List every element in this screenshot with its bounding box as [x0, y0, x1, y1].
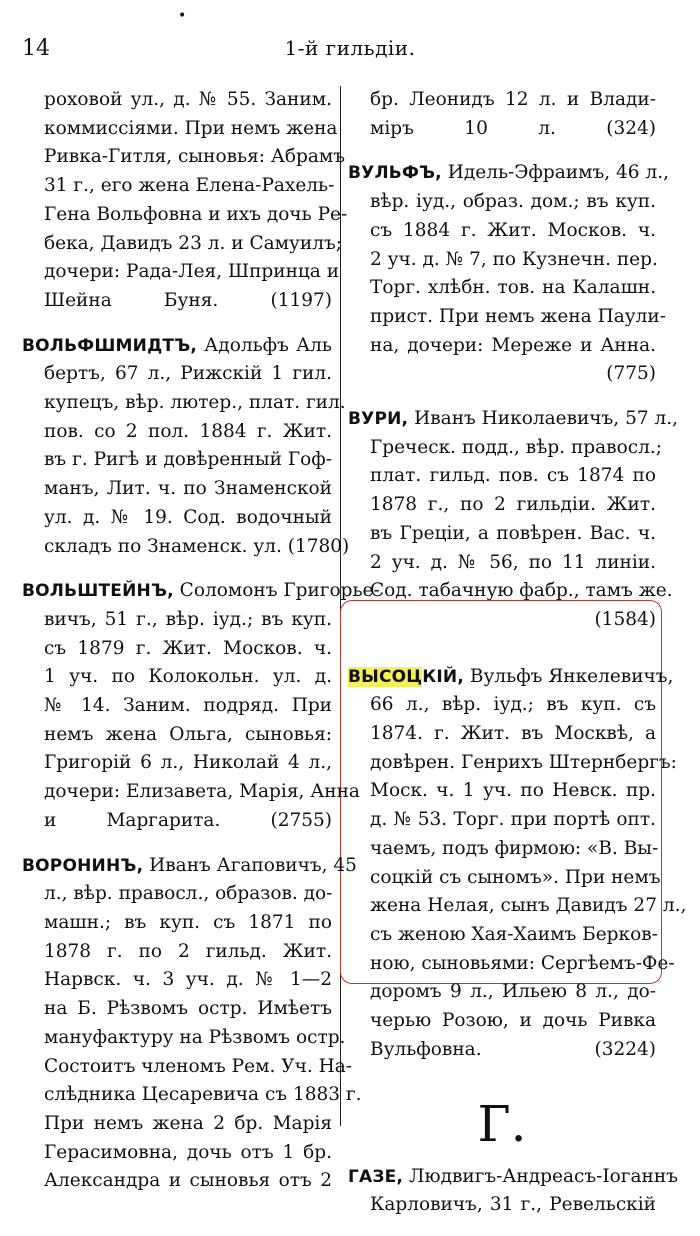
text-line: манъ, Лит. ч. по Знаменской: [44, 478, 332, 500]
text-line: Гена Вольфовна и ихъ дочь Ре-: [44, 203, 348, 225]
text-line: (775): [606, 363, 656, 385]
text-line: слѣдника Цесаревича съ 1883 г.: [44, 1084, 362, 1106]
right-column: [348, 86, 687, 1236]
text-line: Соломонъ Григорье-: [179, 580, 380, 602]
text-line: № 14. Заним. подряд. При: [44, 695, 332, 717]
text-line: Греческ. подд., вѣр. правосл.;: [370, 436, 662, 458]
entry-name: ВУЛЬФЪ,: [348, 163, 442, 184]
text-line: 1874. г. Жит. въ Москвѣ, а: [370, 723, 656, 745]
text-line: При немъ жена 2 бр. Марія: [44, 1112, 332, 1134]
entry-volfshmidt: [22, 332, 350, 562]
entry-name: ГАЗЕ,: [348, 1166, 404, 1187]
text-line: плат. гильд. пов. съ 1874 по: [370, 465, 656, 487]
text-line: міръ 10 л. (324): [370, 117, 656, 139]
text-line: 1878 г., по 2 гильдіи. Жит.: [370, 494, 656, 516]
text-line: Идель-Эфраимъ, 46 л.,: [447, 162, 669, 184]
text-line: съ 1879 г. Жит. Москов. ч.: [44, 637, 332, 659]
text-line: купецъ, вѣр. лютер., плат. гил.: [44, 392, 346, 414]
section-letter: Г.: [477, 1094, 527, 1153]
text-line: Вульфъ Янкелевичъ,: [469, 665, 674, 687]
text-line: мануфактуру на Рѣзвомъ остр.: [44, 1026, 346, 1048]
text-line: бека, Давидъ 23 л. и Самуилъ;: [44, 232, 342, 254]
text-line: роховой ул., д. № 55. Заним.: [44, 89, 332, 110]
text-line: на Б. Рѣзвомъ остр. Имѣетъ: [44, 998, 332, 1020]
text-line: и Маргарита. (2755): [44, 809, 332, 831]
text-line: 66 л., вѣр. іуд.; въ куп. съ: [370, 694, 656, 716]
entry-continuation: [22, 86, 348, 316]
text-line: съ 1884 г. Жит. Москов. ч.: [370, 219, 656, 241]
entry-name-highlighted: ВЫСОЦ: [348, 666, 423, 687]
text-line: доромъ 9 л., Ильею 8 л., до-: [370, 981, 656, 1003]
text-line: пов. со 2 пол. 1884 г. Жит.: [44, 420, 332, 442]
text-line: чаемъ, подъ фирмою: «В. Вы-: [370, 837, 659, 859]
text-line: Иванъ Агаповичъ, 45: [149, 854, 357, 876]
text-line: довѣрен. Генрихъ Штернбергъ:: [370, 751, 677, 773]
text-line: дочери: Елизавета, Марія, Анна: [44, 781, 360, 803]
entry-vuri: [348, 405, 679, 635]
text-line: черью Розою, и дочь Ривка: [370, 1010, 656, 1032]
page-dot: •: [178, 8, 187, 24]
entry-continuation: [348, 86, 656, 143]
text-line: Герасимовна, дочь отъ 1 бр.: [44, 1141, 332, 1163]
text-line: Состоитъ членомъ Рем. Уч. На-: [44, 1055, 353, 1077]
page-number: 14: [22, 36, 50, 61]
text-line: Адольфъ Аль: [204, 334, 332, 356]
text-line: вѣр. іуд., образ. дом.; въ куп.: [370, 191, 656, 213]
text-line: Шейна Буня. (1197): [44, 289, 332, 311]
text-line: въ Греціи, а повѣрен. Вас. ч.: [370, 522, 656, 544]
text-line: Иванъ Николаевичъ, 57 л.,: [414, 408, 679, 430]
text-line: машн.; въ куп. съ 1871 по: [44, 911, 332, 933]
text-line: Григорій 6 л., Николай 4 л.,: [44, 752, 332, 774]
entry-vysotsky: [348, 663, 687, 1065]
entry-vulf: [348, 159, 669, 389]
text-line: Сод. табачную фабр., тамъ же.: [370, 580, 673, 602]
text-line: 2 уч. д. № 7, по Кузнечн. пер.: [370, 248, 658, 270]
entry-name: ВОЛЬШТЕЙНЪ,: [22, 581, 174, 602]
text-line: складъ по Знаменск. ул. (1780): [44, 535, 350, 557]
entry-voronin: [22, 852, 362, 1196]
text-line: немъ жена Ольга, сыновья:: [44, 723, 332, 745]
text-line: Торг. хлѣбн. тов. на Калашн.: [370, 277, 656, 299]
text-line: 1878 г. по 2 гильд. Жит.: [44, 940, 332, 962]
text-line: Моск. ч. 1 уч. по Невск. пр.: [370, 780, 656, 802]
text-line: 1 уч. по Колокольн. ул. д.: [44, 666, 332, 688]
entry-gaze: [348, 1163, 678, 1220]
text-line: Вульфовна. (3224): [370, 1038, 656, 1060]
text-line: жена Нелая, сынъ Давидъ 27 л.,: [370, 895, 687, 917]
text-line: въ г. Ригѣ и довѣренный Гоф-: [44, 449, 332, 471]
entry-name: ВОРОНИНЪ,: [22, 855, 144, 876]
text-line: на, дочери: Мереже и Анна.: [370, 334, 656, 356]
text-line: 31 г., его жена Елена-Рахель-: [44, 175, 335, 197]
text-line: 2 уч. д. № 56, по 11 линіи.: [370, 551, 656, 573]
text-line: Ривка-Гитля, сыновья: Абрамъ: [44, 146, 346, 168]
text-line: прист. При немъ жена Паули-: [370, 305, 666, 327]
text-line: Людвигъ-Андреасъ-Іоганнъ: [409, 1165, 678, 1187]
page-title: 1-й гильдіи.: [284, 36, 416, 60]
text-line: Карловичъ, 31 г., Ревельскій: [370, 1194, 656, 1216]
text-line: бр. Леонидъ 12 л. и Влади-: [370, 89, 656, 110]
text-line: д. № 53. Торг. при портѣ опт.: [370, 809, 656, 831]
entry-volshtein: [22, 577, 380, 835]
text-line: Александра и сыновья отъ 2: [44, 1170, 332, 1192]
text-line: (1584): [594, 608, 656, 630]
text-line: Нарвск. ч. 3 уч. д. № 1—2: [44, 969, 332, 991]
text-line: соцкій съ сыномъ». При немъ: [370, 866, 661, 888]
entry-name: ВУРИ,: [348, 409, 409, 430]
text-line: коммиссіями. При немъ жена: [44, 117, 338, 139]
text-line: дочери: Рада-Лея, Шпринца и: [44, 261, 340, 283]
text-line: бертъ, 67 л., Рижскій 1 гил.: [44, 363, 332, 385]
text-line: л., вѣр. правосл., образов. до-: [44, 883, 333, 905]
text-line: ною, сыновьями: Сергѣемъ-Фе-: [370, 952, 675, 974]
entry-name-rest: КІЙ,: [422, 666, 464, 687]
text-line: вичъ, 51 г., вѣр. іуд.; въ куп.: [44, 608, 332, 630]
entry-name: ВОЛЬФШМИДТЪ,: [22, 335, 198, 356]
text-line: съ женою Хая-Хаимъ Берков-: [370, 923, 658, 945]
text-line: ул. д. № 19. Сод. водочный: [44, 506, 332, 528]
